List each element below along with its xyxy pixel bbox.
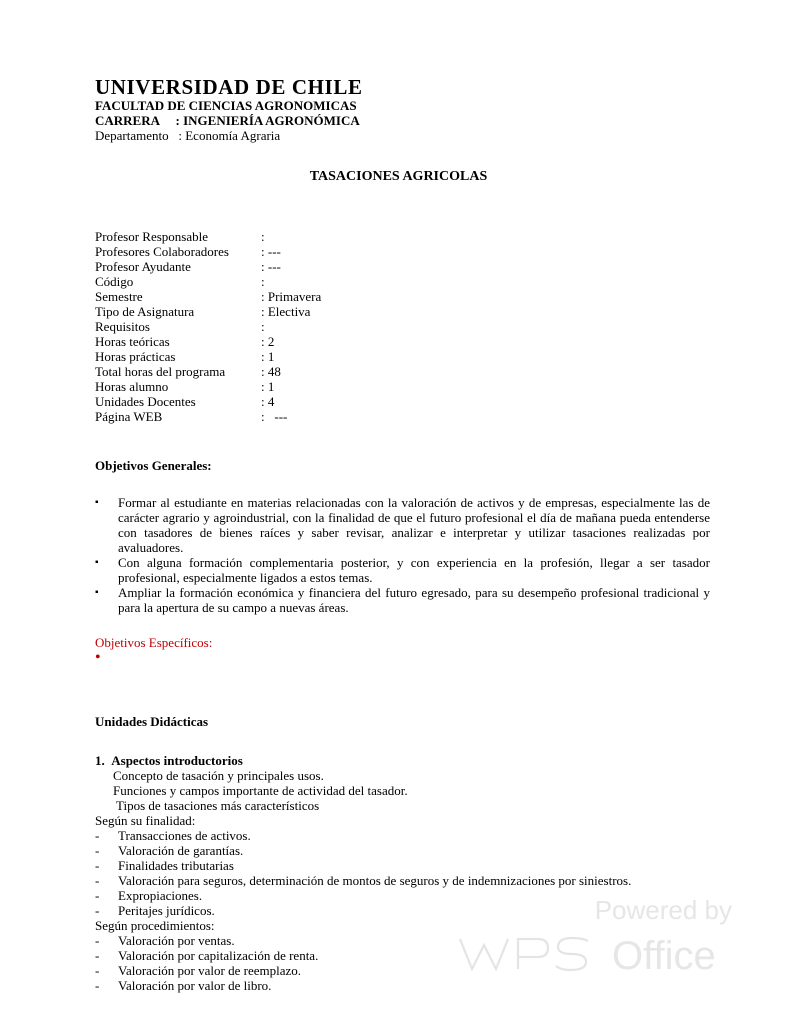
field-label: Tipo de Asignatura [95,304,195,319]
unit-title: Aspectos introductorios [111,753,243,768]
dash-bullet: - [95,843,100,858]
field-label: Profesor Ayudante [95,259,191,274]
department-line: Departamento : Economía Agraria [95,128,281,143]
field-value: : --- [261,244,281,259]
list-item-text: Valoración por valor de reemplazo. [118,963,302,978]
field-value: : Electiva [261,304,311,319]
field-row [95,244,710,259]
list-item [95,843,710,858]
intro-line: Funciones y campos importante de actividad del tasador. [113,783,408,798]
faculty-line: FACULTAD DE CIENCIAS AGRONOMICAS [95,98,357,113]
field-label: Código [95,274,134,289]
list-item-text: Con alguna formación complementaria posterior, y con experiencia en la profesión, llegar a ser tasador profesional, especialmente ligados a estos temas. [118,555,710,585]
unidades-title: Unidades Didácticas [95,714,209,729]
field-row [95,364,710,379]
list-item-text: Valoración por valor de libro. [118,978,272,993]
square-bullet-icon: ▪ [95,587,99,598]
field-row [95,304,710,319]
list-item-text: Ampliar la formación económica y financiera del futuro egresado, para su desempeño profesional tradicional y para la apertura de su campo a nuevas áreas. [118,585,710,615]
list-item-text: Transacciones de activos. [118,828,251,843]
dash-bullet: - [95,828,100,843]
watermark-text: Powered by [594,895,732,925]
wps-office-logo-icon [440,895,740,985]
unit-number: 1. [95,753,105,768]
field-label: Profesores Colaboradores [95,244,229,259]
unit-1-heading [95,753,710,768]
list-item [95,585,710,615]
dash-bullet: - [95,933,100,948]
university-name: UNIVERSIDAD DE CHILE [95,75,363,99]
field-row [95,319,710,334]
field-label: Página WEB [95,409,163,424]
field-value: : 48 [261,364,281,379]
field-label: Horas alumno [95,379,169,394]
field-row [95,289,710,304]
list-item-text: Expropiaciones. [118,888,203,903]
office-text: Office [612,934,716,978]
course-title: TASACIONES AGRICOLAS [309,169,488,184]
list-item [95,555,710,585]
field-value: : 4 [261,394,275,409]
list-item-text: Valoración para seguros, determinación de montos de seguros y de indemnizaciones por siniestros. [118,873,632,888]
red-bullet-icon: • [95,649,101,666]
dash-bullet: - [95,963,100,978]
list-item [95,828,710,843]
list-item-text: Valoración por capitalización de renta. [118,948,319,963]
field-row [95,334,710,349]
field-value: : --- [261,259,281,274]
square-bullet-icon: ▪ [95,497,99,508]
objetivos-especificos-title: Objetivos Específicos: [95,635,213,650]
course-fields [95,229,710,424]
field-row [95,349,710,364]
list-item-text: Peritajes jurídicos. [118,903,215,918]
intro-line: Concepto de tasación y principales usos. [113,768,324,783]
list-item [95,495,710,555]
list-item-text: Valoración por ventas. [118,933,235,948]
field-row [95,274,710,289]
list-item-text: Formar al estudiante en materias relacionadas con la valoración de activos y de empresas, especialmente las de carácter agrario y agroindustrial, con la finalidad de que el futuro profesional el día de mañana pueda entenderse con tasadores de bienes raíces y saber revisar, analizar e interpretar y utilizar tasaciones realizadas por avaluadores. [118,495,710,555]
procedimientos-title: Según procedimientos: [95,918,215,933]
field-row [95,379,710,394]
field-label: Horas prácticas [95,349,176,364]
field-row [95,394,710,409]
field-value: : 1 [261,379,275,394]
dash-bullet: - [95,903,100,918]
field-row [95,409,710,424]
field-value: : [261,229,265,244]
wps-watermark [440,895,740,985]
field-value: : 2 [261,334,275,349]
objetivos-generales-title: Objetivos Generales: [95,458,212,473]
career-line: CARRERA : INGENIERÍA AGRONÓMICA [95,113,360,128]
field-value: : [261,319,265,334]
field-label: Requisitos [95,319,150,334]
field-row [95,229,710,244]
list-item-text: Finalidades tributarias [118,858,234,873]
objetivos-generales-list [95,495,710,615]
document-page [95,76,710,993]
field-row [95,259,710,274]
dash-bullet: - [95,948,100,963]
field-value: : 1 [261,349,275,364]
field-label: Profesor Responsable [95,229,209,244]
list-item [95,858,710,873]
field-value: : [261,274,265,289]
list-item [95,873,710,888]
field-label: Unidades Docentes [95,394,196,409]
field-label: Semestre [95,289,143,304]
dash-bullet: - [95,978,100,993]
list-item-text: Valoración de garantías. [118,843,244,858]
square-bullet-icon: ▪ [95,557,99,568]
dash-bullet: - [95,888,100,903]
field-value: : Primavera [261,289,322,304]
dash-bullet: - [95,858,100,873]
intro-line: Tipos de tasaciones más característicos [113,798,320,813]
field-value: : --- [261,409,288,424]
field-label: Horas teóricas [95,334,170,349]
finalidad-title: Según su finalidad: [95,813,196,828]
dash-bullet: - [95,873,100,888]
field-label: Total horas del programa [95,364,226,379]
